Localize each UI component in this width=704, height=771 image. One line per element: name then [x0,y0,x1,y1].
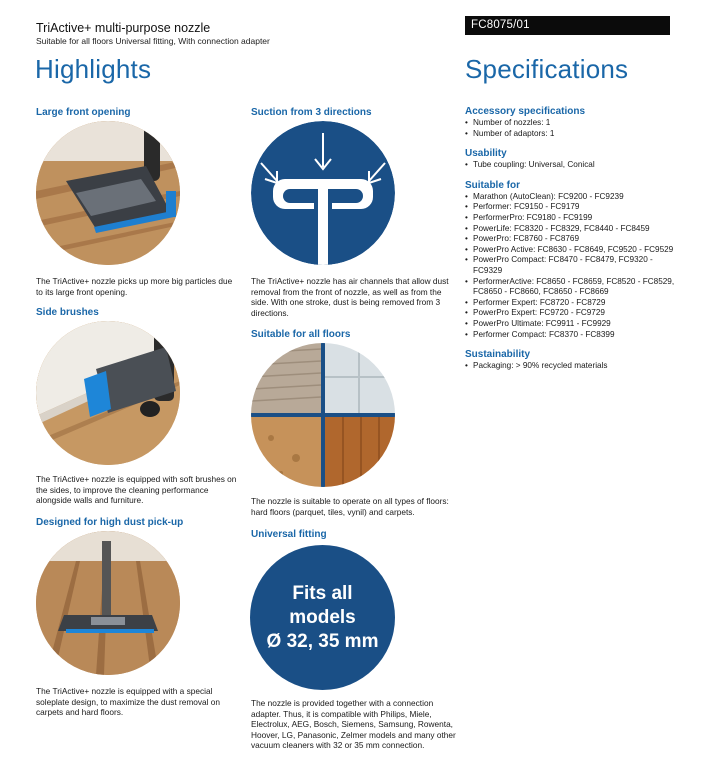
spec-item: • Performer: FC9150 - FC9179 [465,202,680,213]
spec-item: • PowerPro Expert: FC9720 - FC9729 [465,308,680,319]
spec-item: • PerformerPro: FC9180 - FC9199 [465,213,680,224]
spec-item: • Number of nozzles: 1 [465,118,680,129]
spec-item: • PerformerActive: FC8650 - FC8659, FC8520 - FC8529, FC8650 - FC8660, FC8650 - FC8669 [465,277,680,298]
spec-item: • PowerPro Ultimate: FC9911 - FC9929 [465,319,680,330]
fits-all-models-badge [250,545,395,690]
suction-directions-image [251,121,395,265]
spec-section-title: Usability [465,148,507,160]
spec-item: • Number of adaptors: 1 [465,129,680,140]
spec-item: • Packaging: > 90% recycled materials [465,361,680,372]
large-front-opening-image [36,121,180,265]
floor-types-image [251,343,395,487]
fits-badge-line-3: Ø 32, 35 mm [266,630,379,652]
spec-item: • PowerLife: FC8320 - FC8329, FC8440 - FC8459 [465,224,680,235]
spec-item: • Performer Expert: FC8720 - FC8729 [465,298,680,309]
feature-title-high-dust-pickup: Designed for high dust pick-up [36,517,184,528]
spec-item: • PowerPro Compact: FC8470 - FC8479, FC9320 - FC9329 [465,255,680,276]
fits-badge-line-2: models [289,606,356,628]
side-brushes-image [36,321,180,465]
specifications-heading: Specifications [465,54,629,84]
spec-item: • PowerPro Active: FC8630 - FC8649, FC9520 - FC9529 [465,245,680,256]
highlights-heading: Highlights [35,54,152,84]
spec-item: • Performer Compact: FC8370 - FC8399 [465,330,680,341]
spec-section-title: Sustainability [465,349,531,361]
feature-text-all-floors: The nozzle is suitable to operate on all types of floors: hard floors (parquet, tiles, vynil) and carpets. [251,496,449,517]
feature-text-large-front-opening: The TriActive+ nozzle picks up more big particles due to its large front opening. [36,276,233,297]
product-code: FC8075/01 [465,16,670,35]
product-subtitle: Suitable for all floors Universal fitting, With connection adapter [36,36,270,46]
feature-title-side-brushes: Side brushes [36,307,99,318]
feature-title-all-floors: Suitable for all floors [251,329,351,340]
feature-text-universal-fitting: The nozzle is provided together with a connection adapter. Thus, it is compatible with Philips, Miele, Electrolux, AEG, Bosch, Siemens, Samsung, Rowenta, Hoover, LG, Panasonic, Zelmer models and many other vacuum cleaners with 32 or 35 mm connection. [251,698,456,751]
feature-title-suction: Suction from 3 directions [251,107,372,118]
feature-text-suction: The TriActive+ nozzle has air channels that allow dust removal from the front of nozzle, as well as from the side. With one stroke, dust is being removed from 3 directions. [251,276,449,318]
feature-title-large-front-opening: Large front opening [36,107,131,118]
feature-title-universal-fitting: Universal fitting [251,529,327,540]
feature-text-side-brushes: The TriActive+ nozzle is equipped with soft brushes on the sides, to improve the cleaning performance alongside walls and furniture. [36,474,237,506]
spec-section-title: Accessory specifications [465,106,586,117]
spec-item: • Tube coupling: Universal, Conical [465,160,680,171]
spec-item: • PowerPro: FC8760 - FC8769 [465,234,680,245]
spec-item: • Marathon (AutoClean): FC9200 - FC9239 [465,192,680,203]
fits-badge-line-1: Fits all [292,582,353,604]
spec-section-title: Suitable for [465,179,521,191]
high-dust-pickup-image [36,531,180,675]
product-title: TriActive+ multi-purpose nozzle [36,21,211,35]
specifications-list [465,106,680,372]
feature-text-high-dust-pickup: The TriActive+ nozzle is equipped with a special soleplate design, to maximize the dust removal on carpets and hard floors. [36,686,221,718]
